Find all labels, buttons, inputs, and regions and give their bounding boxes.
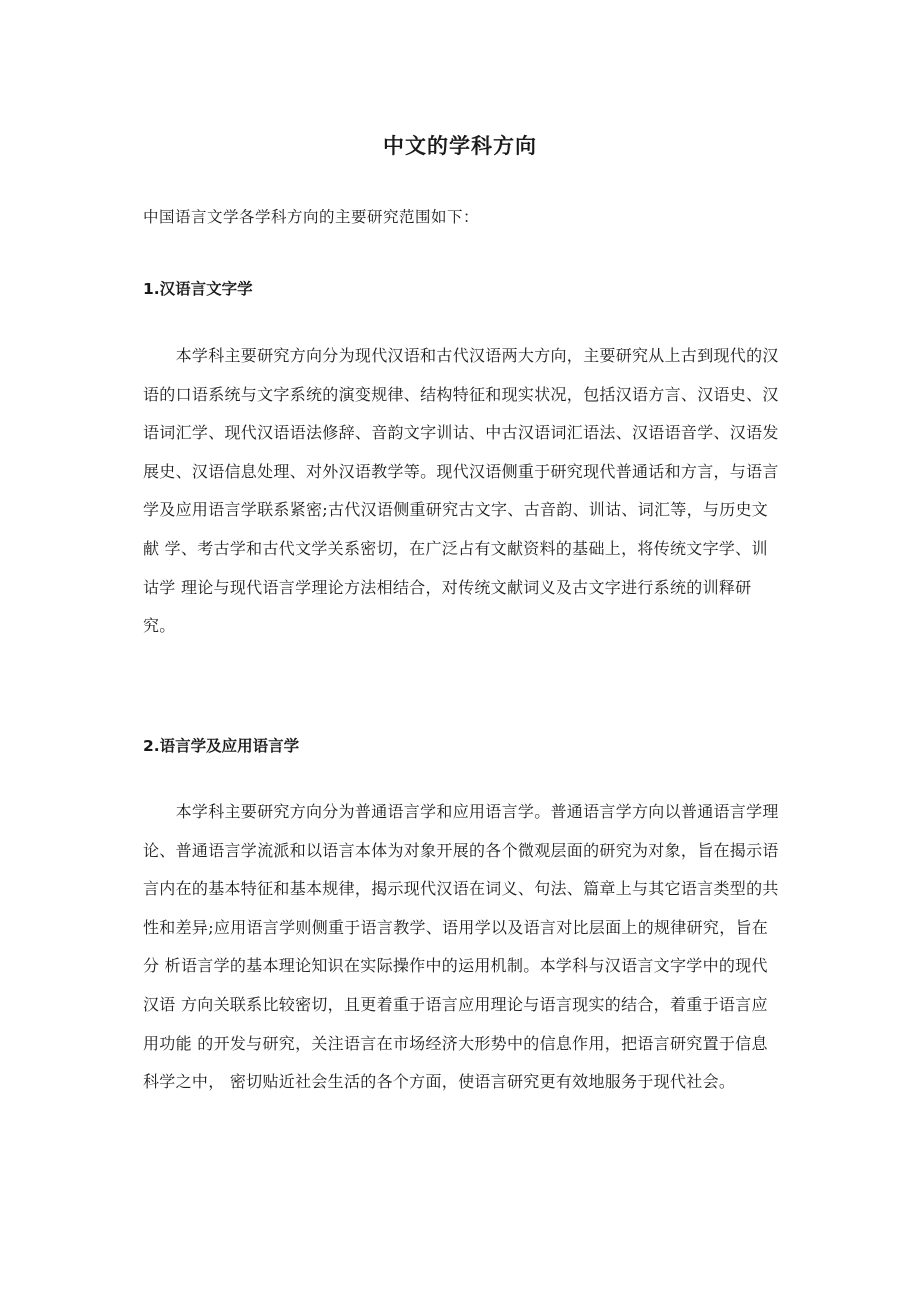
paragraph-line: 性和差异;应用语言学则侧重于语言教学、语用学以及语言对比层面上的规律研究，旨在 (143, 917, 769, 937)
paragraph-line: 分 析语言学的基本理论知识在实际操作中的运用机制。本学科与汉语言文字学中的现代 (143, 956, 768, 976)
paragraph-line: 诂学 理论与现代语言学理论方法相结合，对传统文献词义及古文字进行系统的训释研 (143, 577, 752, 597)
paragraph-line: 本学科主要研究方向分为现代汉语和古代汉语两大方向，主要研究从上古到现代的汉 (143, 346, 779, 365)
section-heading-2: 2.语言学及应用语言学 (143, 737, 300, 755)
section-body-1 (143, 337, 788, 646)
paragraph-line: 展史、汉语信息处理、对外汉语教学等。现代汉语侧重于研究现代普通话和方言，与语言 (143, 461, 779, 481)
paragraph-line: 语的口语系统与文字系统的演变规律、结构特征和现实状况，包括汉语方言、汉语史、汉 (143, 384, 779, 404)
intro-paragraph: 中国语言文学各学科方向的主要研究范围如下： (143, 208, 480, 226)
paragraph-line: 汉语 方向关联系比较密切，且更着重于语言应用理论与语言现实的结合，着重于语言应 (143, 994, 768, 1014)
paragraph-line: 学及应用语言学联系紧密;古代汉语侧重研究古文字、古音韵、训诂、词汇等，与历史文 (143, 500, 769, 520)
section-body-2 (143, 793, 788, 1102)
paragraph-line: 论、普通语言学流派和以语言本体为对象开展的各个微观层面的研究为对象，旨在揭示语 (143, 840, 779, 860)
paragraph-line: 言内在的基本特征和基本规律，揭示现代汉语在词义、句法、篇章上与其它语言类型的共 (143, 879, 779, 899)
paragraph-line: 用功能 的开发与研究，关注语言在市场经济大形势中的信息作用，把语言研究置于信息 (143, 1033, 768, 1053)
section-heading-1: 1.汉语言文字学 (143, 280, 253, 298)
paragraph-line: 究。 (143, 616, 176, 636)
paragraph-line: 语词汇学、现代汉语语法修辞、音韵文字训诂、中古汉语词汇语法、汉语语音学、汉语发 (143, 423, 779, 443)
page-title: 中文的学科方向 (383, 133, 537, 158)
paragraph-line: 献 学、考古学和古代文学关系密切，在广泛占有文献资料的基础上，将传统文字学、训 (143, 538, 768, 558)
paragraph-line: 本学科主要研究方向分为普通语言学和应用语言学。普通语言学方向以普通语言学理 (143, 802, 779, 821)
paragraph-line: 科学之中， 密切贴近社会生活的各个方面，使语言研究更有效地服务于现代社会。 (143, 1072, 736, 1092)
